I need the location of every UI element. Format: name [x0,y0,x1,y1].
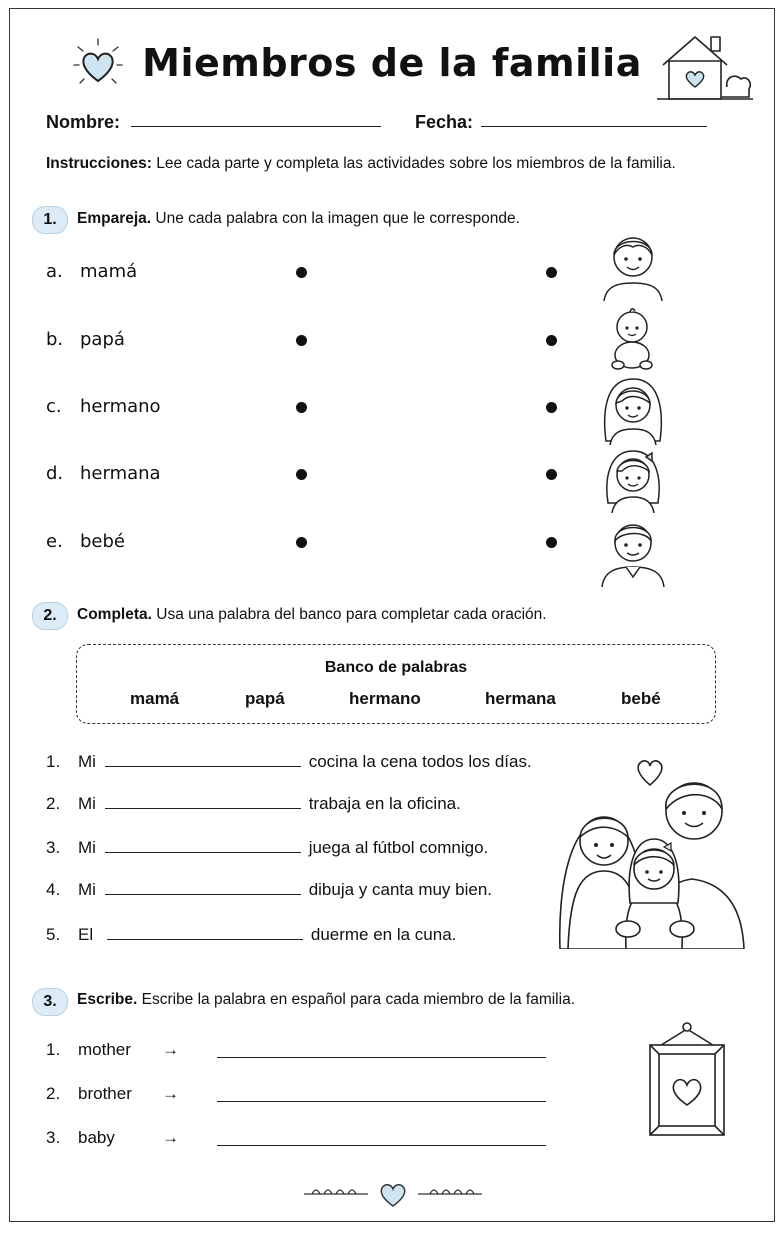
answer-line[interactable] [217,1057,546,1058]
sentence-row: 2. Mi trabaja en la oficina. [46,794,461,813]
section-3-instruction [77,991,575,1009]
sentence-row: 3. Mi juega al fútbol comnigo. [46,838,489,857]
sentence-row: 5. El duerme en la cuna. [46,925,457,944]
translate-row: 1. mother → [46,1040,179,1059]
bank-word: hermano [349,689,421,708]
section-2-badge: 2. [32,602,68,630]
instructions-label: Instrucciones: [46,155,152,172]
section-3-heading: Escribe. [77,991,138,1008]
name-field-line[interactable] [131,126,381,127]
bank-word: bebé [621,689,661,708]
section-2-heading: Completa. [77,606,152,623]
match-dot-left[interactable] [296,402,307,413]
sentence-blank[interactable] [107,939,303,940]
match-dot-right[interactable] [546,537,557,548]
bank-word: mamá [130,689,180,708]
arrow-icon: → [162,1084,179,1103]
section-3-text: Escribe la palabra en español para cada miembro de la familia. [137,991,575,1008]
match-word-d: d. hermana [46,463,161,484]
match-word-b: b. papá [46,329,125,350]
section-1-instruction [77,210,520,228]
man-icon [598,513,668,587]
section-1-badge: 1. [32,206,68,234]
bank-word: hermana [485,689,556,708]
match-dot-right[interactable] [546,335,557,346]
arrow-icon: → [162,1128,179,1147]
match-dot-left[interactable] [296,267,307,278]
sentence-blank[interactable] [105,852,301,853]
match-dot-left[interactable] [296,335,307,346]
match-word-e: e. bebé [46,531,125,552]
match-word-a: a. mamá [46,261,138,282]
heart-frame-icon [644,1019,730,1139]
answer-line[interactable] [217,1145,546,1146]
translate-row: 2. brother → [46,1084,179,1103]
match-dot-right[interactable] [546,402,557,413]
answer-line[interactable] [217,1101,546,1102]
instructions [46,155,676,173]
section-3-badge: 3. [32,988,68,1016]
match-dot-right[interactable] [546,267,557,278]
date-field-line[interactable] [481,126,707,127]
sentence-blank[interactable] [105,766,301,767]
match-dot-left[interactable] [296,469,307,480]
match-word-c: c. hermano [46,396,161,417]
match-dot-right[interactable] [546,469,557,480]
date-label: Fecha: [415,112,474,132]
sentence-row: 1. Mi cocina la cena todos los días. [46,752,532,771]
sentence-row: 4. Mi dibuja y canta muy bien. [46,880,493,899]
arrow-icon: → [162,1040,179,1059]
section-2-text: Usa una palabra del banco para completar cada oración. [151,606,547,623]
section-2-instruction [77,606,547,624]
bank-word: papá [245,689,285,708]
translate-row: 3. baby → [46,1128,179,1147]
instructions-text: Lee cada parte y completa las actividades sobre los miembros de la familia. [151,155,676,172]
girl-icon [602,441,664,513]
word-bank [76,644,716,724]
boy-icon [598,227,668,301]
sentence-blank[interactable] [105,808,301,809]
sentence-blank[interactable] [105,894,301,895]
worksheet-page [9,8,775,1222]
section-1-heading: Empareja. [77,210,152,227]
match-dot-left[interactable] [296,537,307,548]
house-icon [655,31,755,103]
baby-icon [604,301,660,371]
word-bank-title: Banco de palabras [324,659,468,676]
family-illustration [554,753,746,949]
name-label: Nombre: [46,112,121,132]
footer-ornament-icon [300,1179,486,1209]
woman-icon [598,371,668,445]
section-1-text: Une cada palabra con la imagen que le corresponde. [151,210,520,227]
page-title: Miembros de la familia [142,41,642,85]
